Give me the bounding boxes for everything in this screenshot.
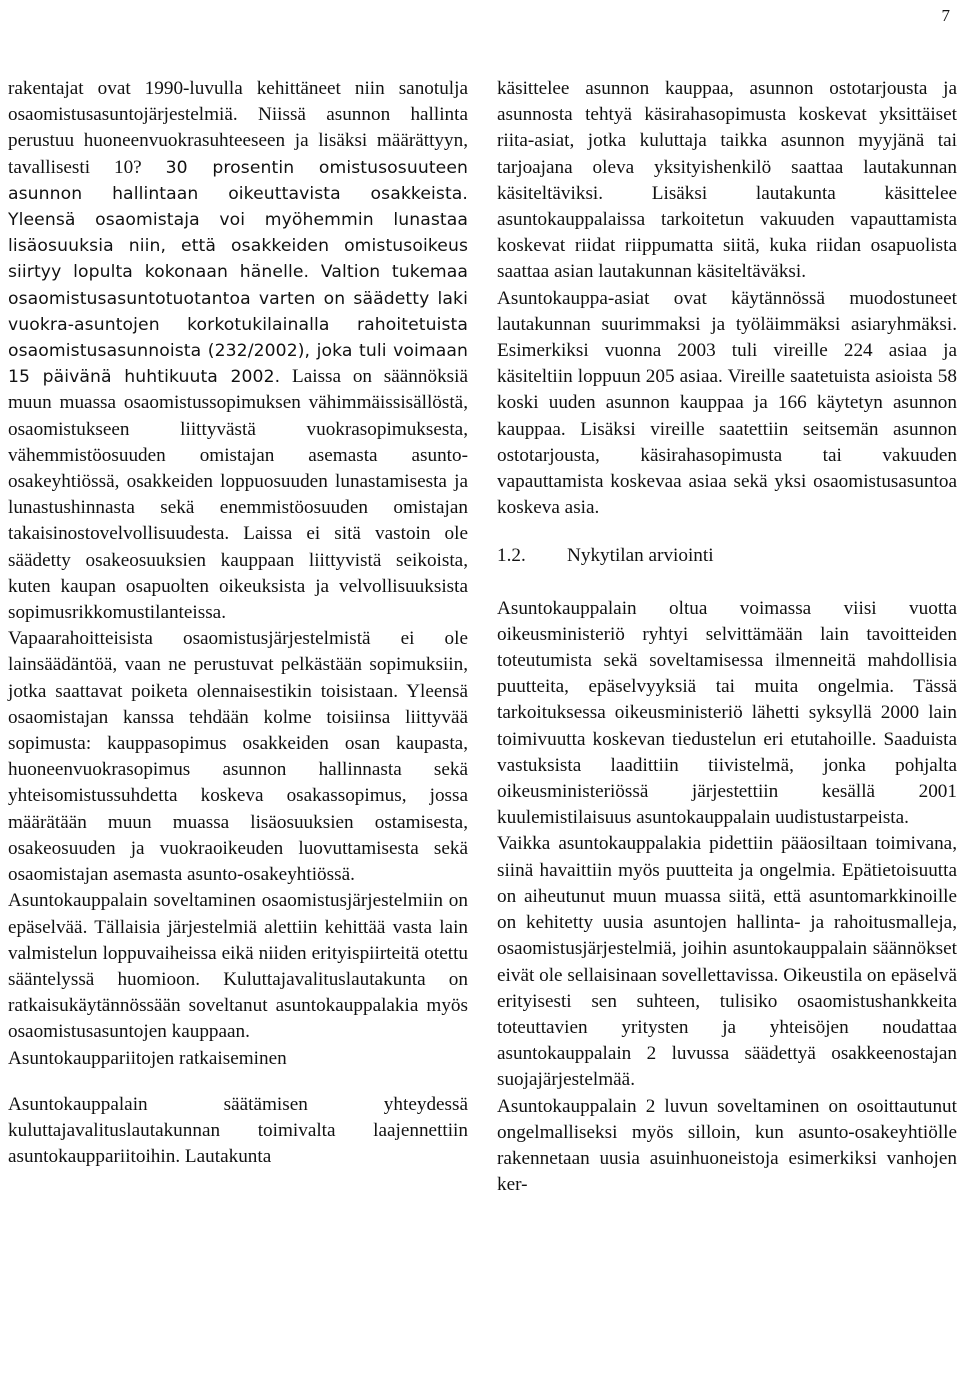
subheading: Asuntokauppariitojen ratkaiseminen xyxy=(8,1047,287,1069)
paragraph-text: Laissa on säännöksiä muun muassa osaomistussopimuksen vähimmäissisällöstä, osaomistukseen liittyvästä vuokrasopimuksesta, vähemmistöosuuden omistajan asemasta asunto-osakeyhtiössä, osakkeiden loppuosuuden lunastamisesta ja lunastushinnasta sekä enemmistöosuuden omistajan takaisinostovelvollisuudesta. Laissa ei sitä vastoin ole säädetty osakeosuuksien kauppaan liittyvistä seikoista, kuten kaupan osapuolten oikeuksista ja velvollisuuksista sopimusrikkomustilanteissa. xyxy=(8,366,468,624)
paragraph-board-handles: käsittelee asunnon kauppaa, asunnon ostotarjousta ja asunnosta tehtyä käsirahasopimusta koskevat yksittäiset riita-asiat, jotka kuluttaja taikka asunnon myyjänä tai tarjoajana oleva yksityishenkilö saattaa lautakunnan käsiteltäviksi. Lisäksi lautakunta käsittelee asuntokauppalaissa tarkoitetun vakuuden vapauttamista koskevat riidat riippumatta siitä, kuka riidan osapuolista saattaa asian lautakunnan käsiteltäväksi. xyxy=(497,78,957,283)
paragraph-text: rakentajat ovat 1990-luvulla kehittäneet niin sanotulja osaomistusasuntojärjestelmiä. Niissä asunnon hallinta perustuu huoneenvuokrasuhteeseen ja lisäksi määrättyyn, tavallisesti 10? xyxy=(8,78,468,178)
paragraph-problems: Vaikka asuntokauppalakia pidettiin pääosiltaan toimivana, siinä havaittiin myös puutteita ja ongelmia. Epätietoisuutta on aiheutunut muun muassa siitä, että asuntomarkkinoille on kehitetty uusia asuntojen hallinta- ja rahoitusmalleja, osaomistusjärjestelmiä, joihin asuntokauppalain säännökset eivät ole sellaisinaan sovellettavissa. Oikeustila on epäselvä erityisesti sen suhteen, tulisiko osaomistushankkeita toteuttavien yritysten ja yhteisöjen noudattaa asuntokauppalain 2 luvussa säädettyä osakkeenostajan suojajärjestelmää. xyxy=(497,833,957,1091)
paragraph-text-sans: 30 prosentin omistusosuuteen asunnon hallintaan oikeuttavista osakkeista. Yleensä osaomistaja voi myöhemmin lunastaa lisäosuuksia niin, että osakkeiden omistusoikeus siirtyy lopulta kokonaan hänelle. Valtion tukemaa osaomistusasuntotuotantoa varten on säädetty laki vuokra-asuntojen korkotukilainalla rahoitetuista osaomistusasunnoista (232/2002), joka tuli voimaan 15 päivänä huhtikuuta 2002. xyxy=(8,157,468,388)
left-column xyxy=(8,76,468,1170)
page-number: 7 xyxy=(941,6,950,25)
right-column xyxy=(497,76,957,1198)
paragraph-statistics: Asuntokauppa-asiat ovat käytännössä muodostuneet lautakunnan suurimmaksi ja työläimmäksi asiaryhmäksi. Esimerkiksi vuonna 2003 tuli vireille 224 asiaa ja käsiteltiin loppuun 205 asiaa. Vireille saatetuista asioista 58 koski uuden asunnon kauppaa ja 166 käytetyn asunnon kauppaa. Lisäksi vireille saatettiin seitsemän asunnon ostotarjousta, käsirahasopimusta tai vakuuden vapauttamista koskevaa asiaa sekä yksi osaomistusasuntoa koskeva asia. xyxy=(497,287,957,519)
paragraph-shared-ownership xyxy=(8,76,468,626)
section-number: 1.2. xyxy=(497,545,526,567)
paragraph-free-financed: Vapaarahoitteisista osaomistusjärjestelmistä ei ole lainsäädäntöä, vaan ne perustuvat pelkästään sopimuksiin, jotka saattavat poiketa olennaisestikin toisistaan. Yleensä osaomistajan kanssa tehdään kolme toisiinsa liittyvää sopimusta: kauppasopimus osakkeiden osan kaupasta, huoneenvuokrasopimus asunnon hallinnasta sekä yhteisomistussuhdetta koskeva osakassopimus, jossa määrätään muun muassa lisäosuuksien ostamisesta, osakeosuuden ja vuokraoikeuden luovuttamisesta sekä osaomistajan asemasta asunto-osakeyhtiössä. xyxy=(8,628,468,886)
section-heading xyxy=(497,543,957,569)
paragraph-application: Asuntokauppalain soveltaminen osaomistusjärjestelmiin on epäselvää. Tällaisia järjestelmiä alettiin kehittää vasta lain valmistelun loppuvaiheissa eikä niiden erityispiirteitä otettu sääntelyssä huomioon. Kuluttajavalituslautakunta on ratkaisukäytännössään soveltanut asuntokauppalakia myös osaomistusasuntojen kauppaan. xyxy=(8,890,468,1043)
paragraph-disputes: Asuntokauppalain säätämisen yhteydessä kuluttajavalituslautakunnan toimivalta laajennettiin asuntokauppariitoihin. Lautakunta xyxy=(8,1093,468,1168)
paragraph-evaluation: Asuntokauppalain oltua voimassa viisi vuotta oikeusministeriö ryhtyi selvittämään lain tavoitteiden toteutumista sekä soveltamisessa ilmenneitä mahdollisia puutteita, epäselvyyksiä tai muita ongelmia. Tässä tarkoituksessa oikeusministeriö lähetti syksyllä 2000 lain toimivuutta koskevan tiedustelun eri etutahoille. Saaduista vastuksista laadittiin tiivistelmä, jonka pohjalta oikeusministeriössä järjestettiin kesällä 2001 kuulemistilaisuus asuntokauppalain uudistustarpeista. xyxy=(497,597,957,829)
section-title: Nykytilan arviointi xyxy=(567,545,714,567)
paragraph-chapter-2: Asuntokauppalain 2 luvun soveltaminen on osoittautunut ongelmalliseksi myös silloin, kun asunto-osakeyhtiölle rakennetaan uusia asuinhuoneistoja esimerkiksi vanhojen ker- xyxy=(497,1095,957,1196)
